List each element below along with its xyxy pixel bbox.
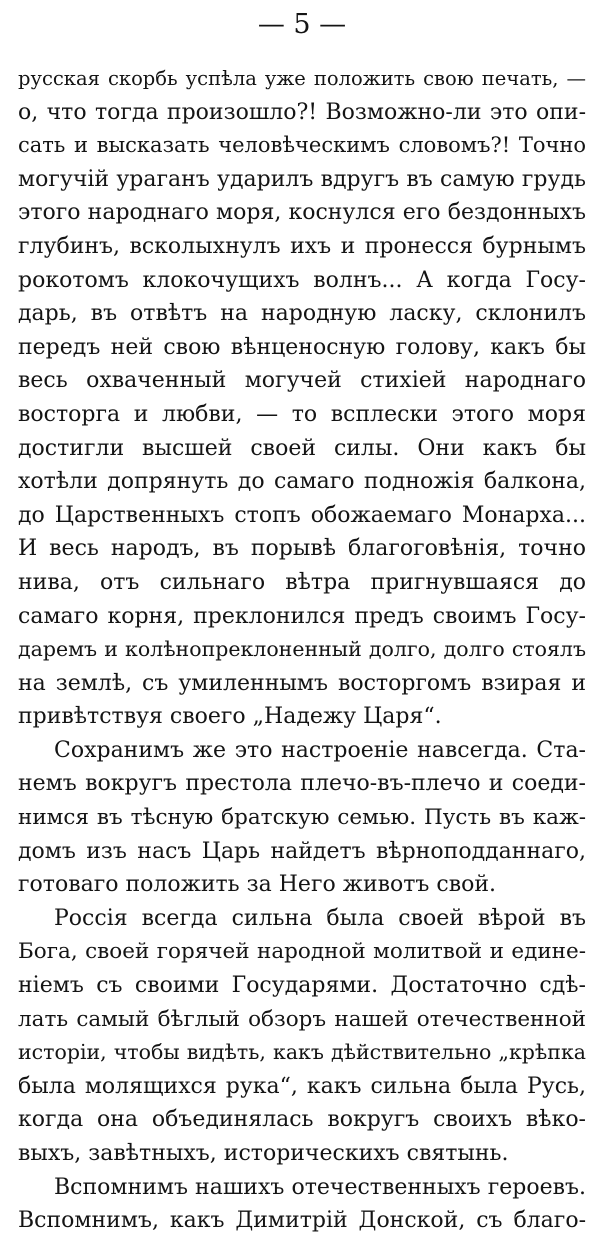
text-line: когда она объединялась вокругъ своихъ вѣко- bbox=[18, 1107, 586, 1133]
text-line: сать и высказать человѣческимъ словомъ?! Точно bbox=[18, 133, 586, 158]
body-text bbox=[18, 62, 586, 1238]
text-line: рокотомъ клокочущихъ волнъ... А когда Госу- bbox=[18, 267, 586, 293]
text-line: лать самый бѣглый обзоръ нашей отечественной bbox=[18, 1006, 586, 1032]
text-line: Бога, своей горячей народной молитвой и едине- bbox=[18, 939, 586, 965]
text-line: выхъ, завѣтныхъ, историческихъ святынь. bbox=[18, 1141, 509, 1166]
text-line: готоваго положить за Него животъ свой. bbox=[18, 872, 497, 898]
text-line: Вспомнимъ, какъ Димитрій Донской, съ благо- bbox=[18, 1208, 586, 1234]
text-line: нимся въ тѣсную братскую семью. Пусть въ каж- bbox=[18, 805, 586, 831]
text-line: исторіи, чтобы видѣть, какъ дѣйствительно „крѣпка bbox=[18, 1040, 586, 1065]
text-line: достигли высшей своей силы. Они какъ бы bbox=[18, 435, 586, 461]
text-line: И весь народъ, въ порывѣ благоговѣнія, точно bbox=[18, 536, 586, 562]
text-line: Сохранимъ же это настроеніе навсегда. Ста- bbox=[54, 737, 586, 763]
text-line: на землѣ, съ умиленнымъ восторгомъ взирая и bbox=[18, 670, 586, 696]
text-line: хотѣли допрянуть до самаго подножія балкона, bbox=[18, 469, 586, 495]
page-number: — 5 — bbox=[257, 9, 347, 40]
text-line: немъ вокругъ престола плечо-въ-плечо и соеди- bbox=[18, 771, 586, 797]
text-line: русская скорбь успѣла уже положить свою печать, — bbox=[18, 67, 586, 90]
text-line: глубинъ, всколыхнулъ ихъ и пронесся бурнымъ bbox=[18, 233, 586, 259]
text-line: этого народнаго моря, коснулся его бездонныхъ bbox=[18, 200, 586, 226]
text-line: о, что тогда произошло?! Возможно-ли это опи- bbox=[18, 99, 586, 125]
text-line: передъ ней свою вѣнценосную голову, какъ бы bbox=[18, 334, 586, 360]
text-line: самаго корня, преклонился предъ своимъ Госу- bbox=[18, 603, 586, 629]
text-line: до Царственныхъ стопъ обожаемаго Монарха... bbox=[18, 502, 586, 528]
text-line: могучій ураганъ ударилъ вдругъ въ самую грудь bbox=[18, 166, 586, 192]
text-line: домъ изъ насъ Царь найдетъ вѣрноподданнаго, bbox=[18, 838, 586, 864]
text-line: Вспомнимъ нашихъ отечественныхъ героевъ. bbox=[54, 1174, 586, 1200]
text-line: нива, отъ сильнаго вѣтра пригнувшаяся до bbox=[18, 569, 586, 595]
text-line: весь охваченный могучей стихіей народнаго bbox=[18, 368, 586, 394]
text-line: Россія всегда сильна была своей вѣрой въ bbox=[54, 905, 586, 931]
text-line: была молящихся рука“, какъ сильна была Русь, bbox=[18, 1073, 586, 1099]
text-line: ніемъ съ своими Государями. Достаточно сдѣ- bbox=[18, 973, 586, 999]
text-line: восторга и любви, — то всплески этого моря bbox=[18, 401, 586, 427]
text-line: привѣтствуя своего „Надежу Царя“. bbox=[18, 704, 442, 730]
text-line: дарь, въ отвѣтъ на народную ласку, склонилъ bbox=[18, 301, 586, 327]
text-line: даремъ и колѣнопреклоненный долго, долго стоялъ bbox=[18, 637, 586, 662]
